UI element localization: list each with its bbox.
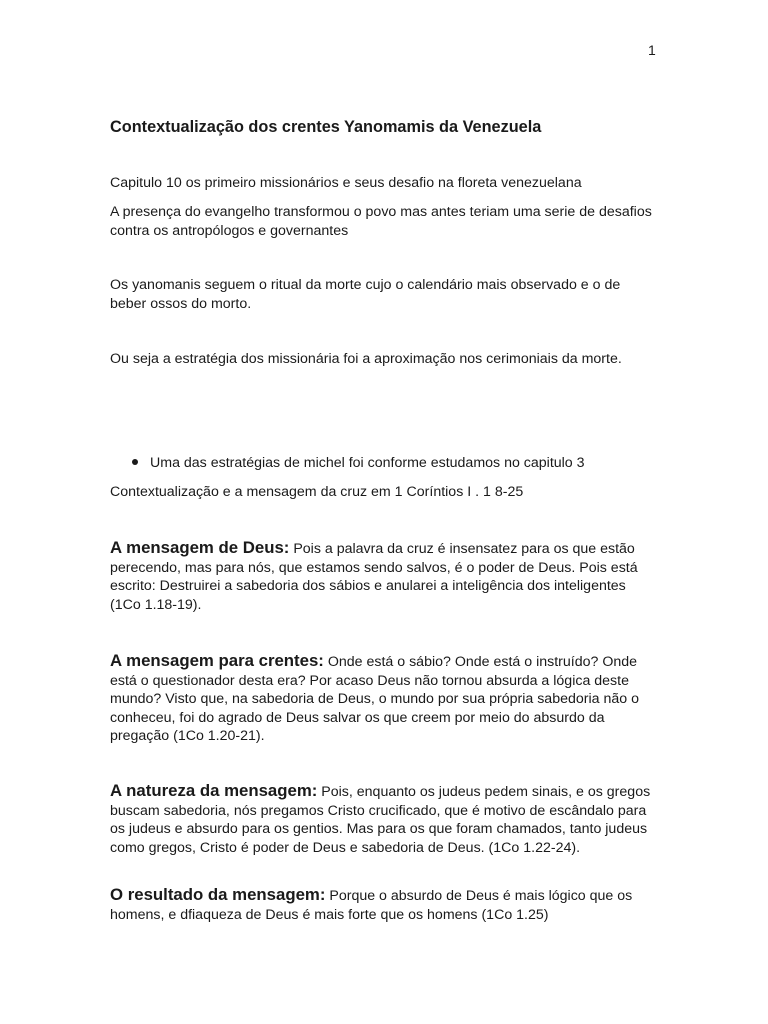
- subtitle-corinthians: Contextualização e a mensagem da cruz em 1 Coríntios I . 1 8-25: [110, 484, 524, 500]
- bullet-text: Uma das estratégias de michel foi conforme estudamos no capitulo 3: [150, 455, 585, 471]
- paragraph-ritual: Os yanomanis seguem o ritual da morte cujo o calendário mais observado e o de beber ossos do morto.: [110, 277, 621, 312]
- page-number: 1: [648, 42, 656, 58]
- section-heading: O resultado da mensagem:: [110, 885, 326, 904]
- section-text: Pois a palavra da cruz é insensatez para os que estão perecendo, mas para nós, que estamos sendo salvos, é o poder de Deus. Pois está escrito: Destruirei a sabedoria dos sábios e anularei a inteligência dos inteligentes (1Co 1.18-19).: [110, 541, 638, 613]
- section-heading: A mensagem de Deus:: [110, 538, 290, 557]
- paragraph-presence: A presença do evangelho transformou o povo mas antes teriam uma serie de desafios contra os antropólogos e governantes: [110, 204, 652, 239]
- document-title: Contextualização dos crentes Yanomamis da Venezuela: [110, 118, 542, 136]
- section-natureza-da-mensagem: [110, 782, 655, 857]
- section-mensagem-de-deus: [110, 539, 655, 614]
- section-mensagem-para-crentes: [110, 652, 655, 746]
- section-text: Pois, enquanto os judeus pedem sinais, e os gregos buscam sabedoria, nós pregamos Cristo crucificado, que é motivo de escândalo para os judeus e absurdo para os gentios. Mas para os que foram chamados, tanto judeus como gregos, Cristo é poder de Deus e sabedoria de Deus. (1Co 1.22-24).: [110, 784, 651, 856]
- bullet-icon: [132, 459, 138, 465]
- section-heading: A mensagem para crentes:: [110, 651, 324, 670]
- paragraph-chapter: Capitulo 10 os primeiro missionários e seus desafio na floreta venezuelana: [110, 175, 582, 191]
- bullet-list-item: [132, 454, 585, 473]
- section-text: Onde está o sábio? Onde está o instruído? Onde está o questionador desta era? Por acaso Deus não tornou absurda a lógica deste mundo? Visto que, na sabedoria de Deus, o mundo por sua própria sabedoria não o conheceu, foi do agrado de Deus salvar os que creem por meio do absurdo da pregação (1Co 1.20-21).: [110, 654, 639, 744]
- section-text: Porque o absurdo de Deus é mais lógico que os homens, e dfiaqueza de Deus é mais forte que os homens (1Co 1.25): [110, 888, 633, 923]
- paragraph-strategy: Ou seja a estratégia dos missionária foi a aproximação nos cerimoniais da morte.: [110, 351, 622, 367]
- section-resultado-da-mensagem: [110, 886, 655, 924]
- section-heading: A natureza da mensagem:: [110, 781, 318, 800]
